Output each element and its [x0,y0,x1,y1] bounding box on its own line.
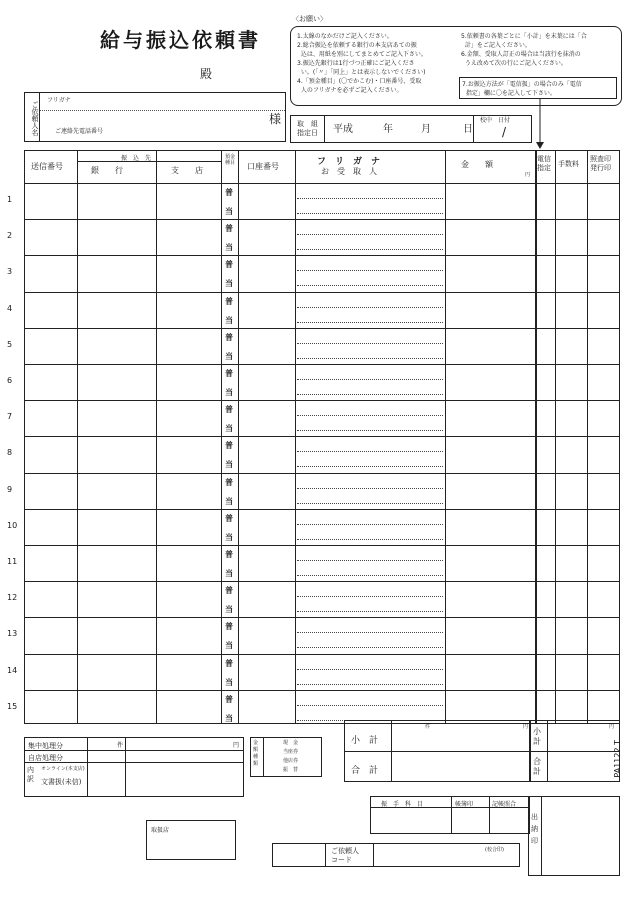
payee-name-line[interactable] [297,575,443,576]
totals-box [344,720,530,782]
row-number: 10 [7,520,18,530]
col-divider [373,844,374,866]
processing-central: 集中処理分 [28,742,63,750]
date-slot [473,116,531,142]
processing-divider [25,762,243,763]
payee-name-line[interactable] [297,358,443,359]
header-account-type: 預金種目 [225,154,236,166]
fee-subtotal-label: 小計 [533,727,541,746]
totals-ken: 件 [425,724,431,730]
processing-branch: 自店処理分 [28,754,63,762]
col-divider [263,738,264,776]
header-branch: 支 店 [171,166,203,175]
branch-box [146,820,236,860]
form-title: 給与振込依頼書 [100,28,261,52]
table-row [25,219,619,220]
payee-name-line[interactable] [297,394,443,395]
col-divider [489,797,490,833]
header-bank: 銀 行 [91,166,123,175]
requester-honorific: 様 [269,112,282,126]
note-5: 5.依頼書の各葉ごとに「小計」を末葉には「合 計」をご記入ください。 [461,33,587,49]
payee-name-line[interactable] [297,213,443,214]
account-type-ordinary[interactable]: 普 [225,550,233,559]
processing-box [24,737,244,797]
row-number: 2 [7,231,13,241]
table-row [25,581,619,582]
addressee-honorific: 殿 [200,67,213,81]
payee-kana-line[interactable] [297,596,443,597]
arrow-icon [535,98,545,150]
account-type-ordinary[interactable]: 普 [225,477,233,487]
header-amount-yen: 円 [525,172,531,178]
charge-label: 振 手 科 目 [381,801,424,808]
form-code: PA1122 T [613,740,622,778]
header-account-number: 口座番号 [247,162,279,171]
account-type-ordinary[interactable]: 普 [225,622,233,632]
note-7: 7.お振込方法が「電信扱」の場合のみ「電信 指定」欄に〇を記入して下さい。 [462,81,582,97]
account-type-current[interactable]: 当 [225,279,233,289]
payee-kana-line[interactable] [297,632,443,633]
payee-name-line[interactable] [297,611,443,612]
account-type-ordinary[interactable]: 普 [225,694,233,704]
payee-kana-line[interactable] [297,669,443,670]
payee-name-line[interactable] [297,430,443,431]
account-type-ordinary[interactable]: 普 [225,441,233,451]
furigana-label: フリガナ [47,97,71,104]
check-label: 記帳照合 [492,801,517,808]
row-number: 3 [7,267,13,277]
requester-code-label: ご依頼人 コード [331,847,359,864]
table-row [25,183,619,184]
notes-heading: 〈お願い〉 [292,15,327,23]
fee-breakdown-label: 金額種類 [253,740,259,767]
account-type-ordinary[interactable]: 普 [225,260,233,270]
processing-ken: 件 [117,742,124,749]
payee-name-line[interactable] [297,285,443,286]
col-divider [451,797,452,833]
header-divider [77,161,221,162]
account-type-current[interactable]: 当 [225,496,233,506]
account-type-ordinary[interactable]: 普 [225,188,233,197]
requester-box[interactable] [24,92,286,142]
notes-box [290,26,622,106]
col-divider [541,797,542,875]
account-charge-box [370,796,530,834]
table-row [25,473,619,474]
processing-document: 文書扱(未信) [41,778,82,786]
account-type-ordinary[interactable]: 普 [225,332,233,342]
note-2: 2.総合振込を依頼する銀行の本支店あての振 込は、用紙を別にしてまとめてご記入下さい。 [297,42,427,58]
row-number: 7 [7,412,13,422]
date-box[interactable] [290,115,532,143]
row-number: 4 [7,303,13,313]
account-type-current[interactable]: 当 [225,713,233,723]
row-number: 14 [7,665,18,675]
account-type-current[interactable]: 当 [225,243,233,253]
payee-name-line[interactable] [297,647,443,648]
branch-label: 取扱店 [151,827,170,834]
header-destination: 振 込 先 [121,155,152,162]
payee-kana-line[interactable] [297,343,443,344]
table-row [25,690,619,691]
payee-kana-line[interactable] [297,379,443,380]
col-divider [391,721,392,781]
processing-online: オンライン(本支店) [41,766,85,772]
payee-kana-line[interactable] [297,524,443,525]
ledger-label: 帳簿印 [455,801,474,808]
table-row [25,255,619,256]
table-row [25,400,619,401]
fee-total-label: 合計 [533,757,541,776]
note-7-box [459,77,617,99]
totals-divider [345,751,529,752]
account-type-ordinary[interactable]: 普 [225,405,233,415]
note-3: 3.振込先銀行は1行づつ正確にご記入くださ い。(「〃」「同上」とは表示しないでください) [297,60,426,76]
table-row [25,617,619,618]
requester-code-box [272,843,520,867]
payee-name-line[interactable] [297,466,443,467]
processing-yen: 円 [233,742,240,749]
totals-yen: 円 [523,724,529,730]
fee-transfer: 振 替 [283,767,299,773]
month-label: 月 [421,124,431,135]
account-type-current[interactable]: 当 [225,569,233,578]
payee-kana-line[interactable] [297,198,443,199]
col-divider [87,738,88,796]
payee-kana-line[interactable] [297,307,443,308]
day-label: 日 [463,124,473,135]
header-payee: お 受 取 人 [321,167,377,176]
payee-name-line[interactable] [297,539,443,540]
account-type-ordinary[interactable]: 普 [225,586,233,596]
payee-kana-line[interactable] [297,705,443,706]
total-label: 合 計 [351,766,379,776]
table-row [25,328,619,329]
account-type-current[interactable]: 当 [225,207,233,216]
header-stamp: 照査印 発行印 [590,155,611,172]
col-divider [125,738,126,796]
account-type-ordinary[interactable]: 普 [225,296,233,306]
account-type-current[interactable]: 当 [225,460,233,470]
era-label: 平成 [333,124,353,135]
fee-other: 他店券 [283,758,299,764]
row-number: 5 [7,339,13,349]
fee-totals-box [530,720,620,782]
header-payee-kana: フ リ ガ ナ [317,157,381,167]
date-slot-slash: / [502,125,507,139]
payee-kana-line[interactable] [297,560,443,561]
header-amount: 金 額 [461,160,493,169]
note-1: 1.太線のなかだけご記入ください。 [297,33,393,40]
payee-name-line[interactable] [297,684,443,685]
row-number: 12 [7,593,18,603]
row-number: 1 [7,195,13,204]
account-type-ordinary[interactable]: 普 [225,224,233,234]
processing-divider [25,750,243,751]
requester-side-label: ご依頼人名 [25,93,40,141]
requester-divider [40,110,285,111]
col-divider [547,721,548,781]
payee-kana-line[interactable] [297,488,443,489]
fee-breakdown-box [250,737,322,777]
account-type-current[interactable]: 当 [225,351,233,361]
row-number: 11 [7,557,18,566]
payee-kana-line[interactable] [297,451,443,452]
fee-current: 当座券 [283,749,299,755]
bank-code-label: (校合印) [485,847,504,853]
fee-cash: 現 金 [283,740,299,746]
account-type-current[interactable]: 当 [225,388,233,397]
header-seq: 送信番号 [31,162,63,171]
note-6: 6.金額、受取人訂正の場合は当該行を抹消の うえ改めて次の行にご記入ください。 [461,51,581,67]
account-type-ordinary[interactable]: 普 [225,369,233,378]
processing-breakdown-label: 内訳 [27,766,34,783]
note-4: 4.「預金種目」(〇でかこむ)・口座番号、受取 人のフリガナを必ずご記入ください。 [297,78,422,94]
cashier-box [528,796,620,876]
header-fee: 手数料 [558,160,579,168]
account-type-ordinary[interactable]: 普 [225,513,233,523]
account-type-current[interactable]: 当 [225,677,233,687]
payee-name-line[interactable] [297,322,443,323]
date-label: 取 組 指定日 [291,116,325,142]
account-type-current[interactable]: 当 [225,605,233,615]
account-type-current[interactable]: 当 [225,424,233,434]
row-number: 13 [7,629,18,639]
year-label: 年 [383,124,393,135]
payee-kana-line[interactable] [297,270,443,271]
payee-kana-line[interactable] [297,234,443,235]
col-divider [325,844,326,866]
row-number: 15 [7,701,18,711]
row-number: 8 [7,448,13,458]
transfer-table [7,150,620,724]
fee-totals-yen: 円 [609,724,615,730]
payee-kana-line[interactable] [297,415,443,416]
table-row [25,545,619,546]
date-slot-label: 校中 日付 [480,117,511,124]
payee-name-line[interactable] [297,503,443,504]
account-type-current[interactable]: 当 [225,315,233,325]
row-number: 6 [7,376,13,385]
table-row [25,436,619,437]
subtotal-label: 小 計 [351,736,379,746]
table-row [25,292,619,293]
header-telegraph: 電信 指定 [537,155,551,172]
account-type-current[interactable]: 当 [225,641,233,651]
account-type-ordinary[interactable]: 普 [225,658,233,668]
totals-divider [531,751,619,752]
table-row [25,509,619,510]
table-row [25,654,619,655]
cashier-label: 出納印 [531,813,538,845]
table-row [25,364,619,365]
payee-name-line[interactable] [297,249,443,250]
phone-label: ご連絡先電話番号 [55,128,104,135]
row-number: 9 [7,484,13,494]
account-type-current[interactable]: 当 [225,532,233,542]
